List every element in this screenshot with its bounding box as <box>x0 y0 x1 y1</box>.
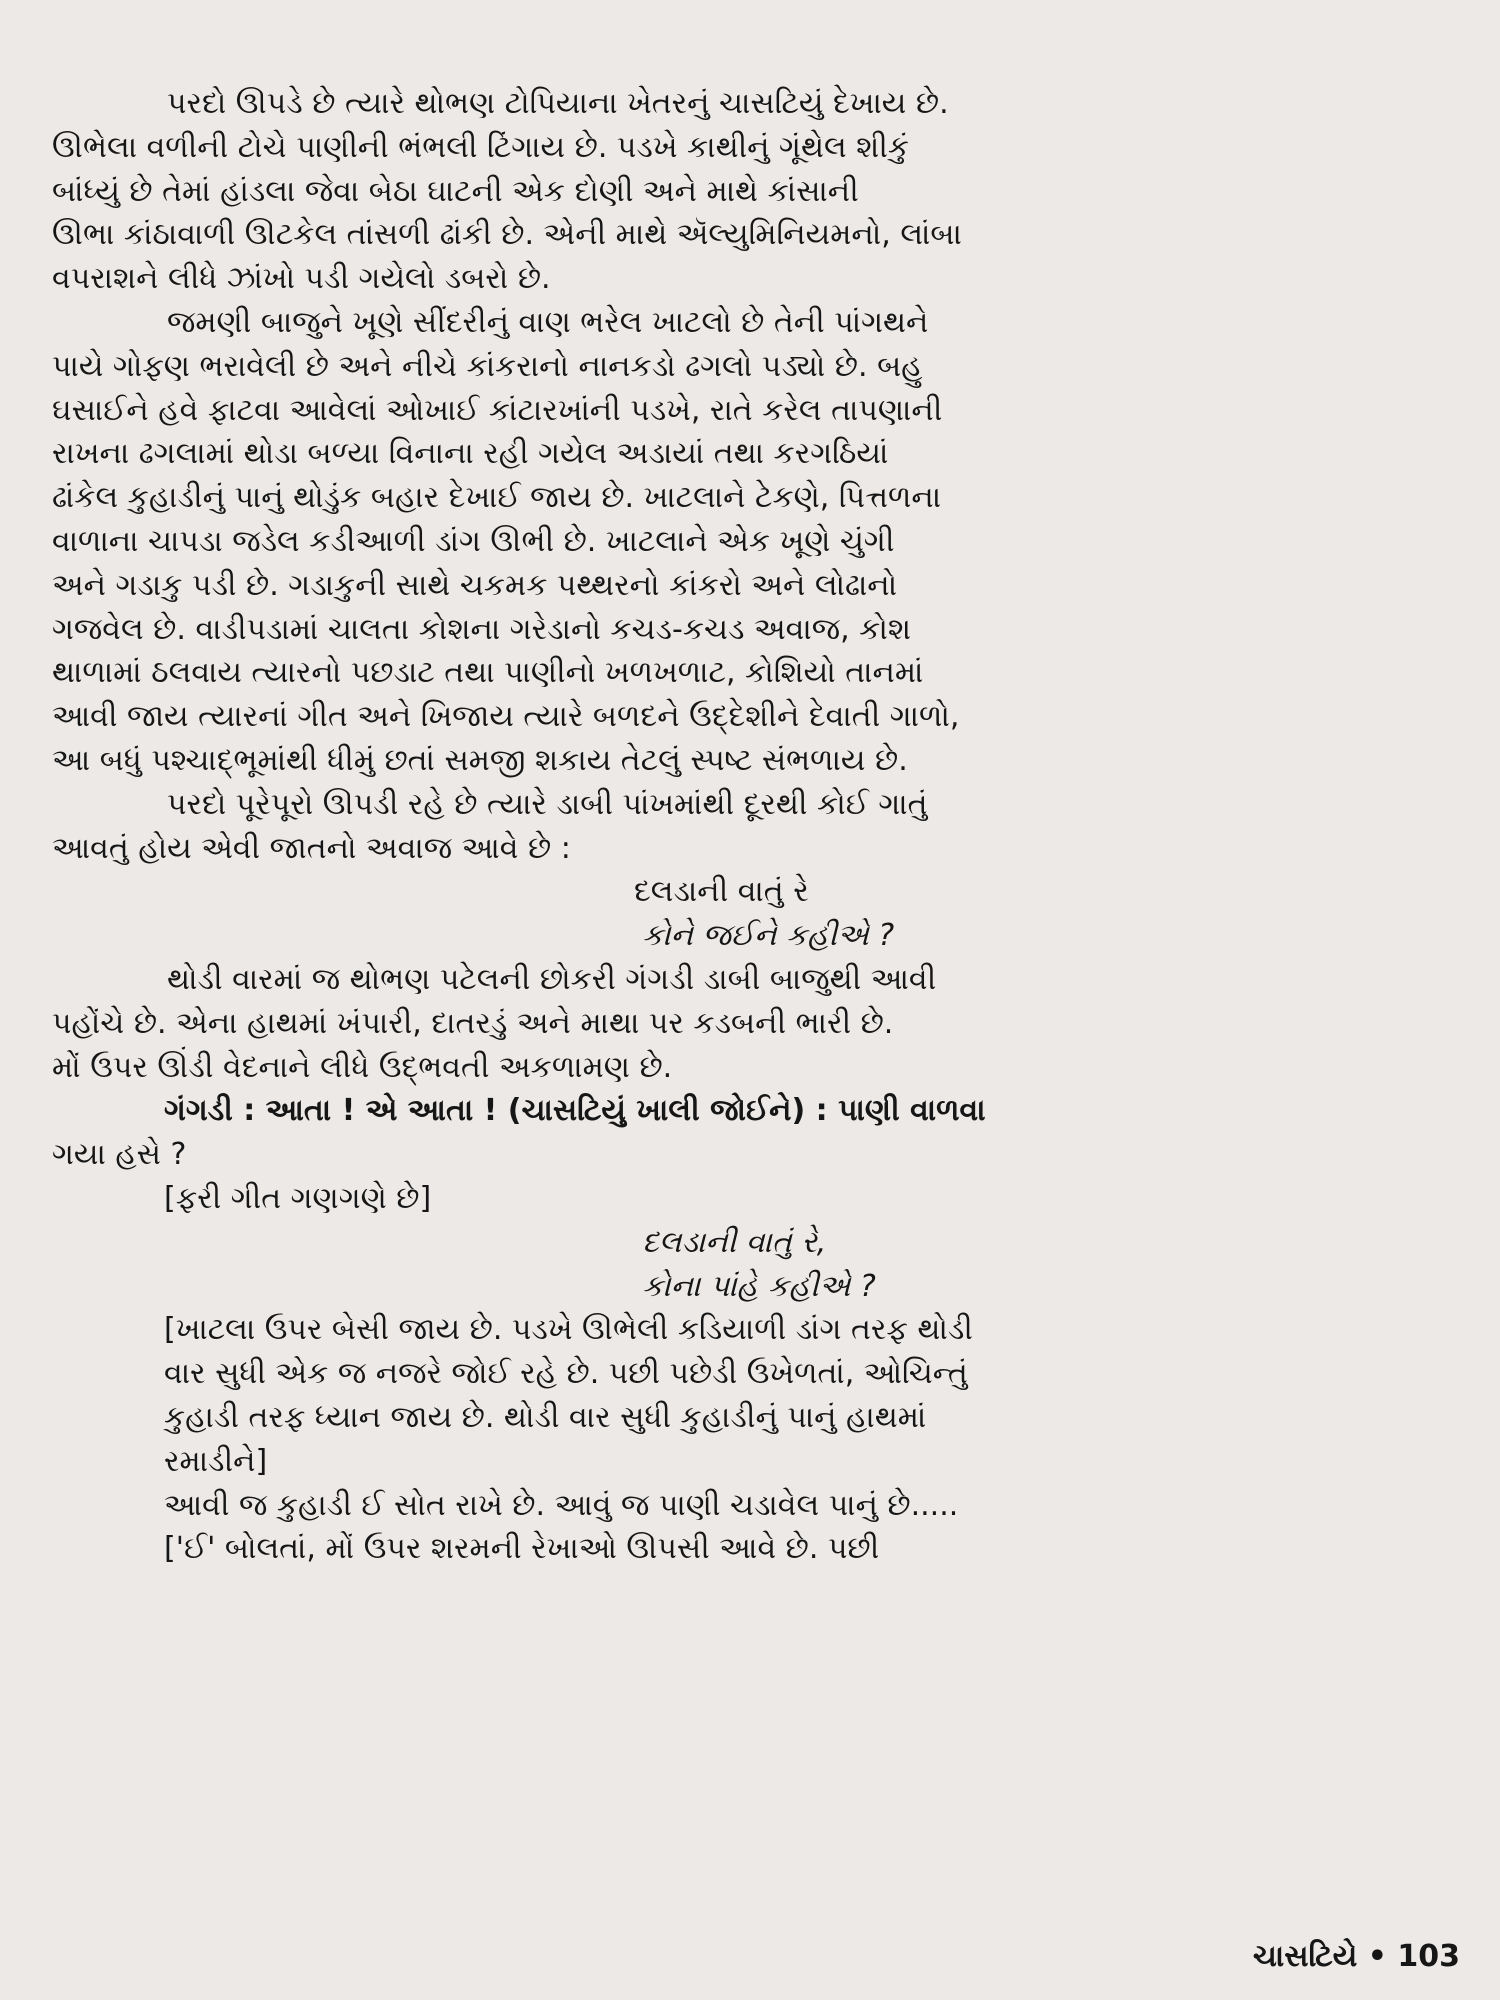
stage-direction: કુહાડી તરફ ધ્યાન જાય છે. થોડી વાર સુધી કુહાડીનું પાનું હાથમાં <box>164 1399 927 1435</box>
text-line: રાખના ઢગલામાં થોડા બળ્યા વિનાના રહી ગયેલ અડાયાં તથા કરગઠિયાં <box>52 436 889 472</box>
stage-direction: વાર સુધી એક જ નજરે જોઈ રહે છે. પછી પછેડી ઉખેળતાં, ઓચિન્તું <box>164 1356 968 1392</box>
dialogue-line: આવી જ કુહાડી ઈ સોત રાખે છે. આવું જ પાણી ચડાવેલ પાનું છે..... <box>164 1487 959 1523</box>
text-line: ગયા હસે ? <box>52 1137 187 1173</box>
text-line: ઢાંકેલ કુહાડીનું પાનું થોડુંક બહાર દેખાઈ જાય છે. ખાટલાને ટેકણે, પિત્તળના <box>52 480 942 516</box>
song-line: કોના પાંહે કહીએ ? <box>642 1268 876 1304</box>
text-line: અને ગડાકુ પડી છે. ગડાકુની સાથે ચકમક પથ્થરનો કાંકરો અને લોઢાનો <box>52 567 898 603</box>
text-line: આ બધું પશ્ચાદ્‌ભૂમાંથી ધીમું છતાં સમજી શકાય તેટલું સ્પષ્ટ સંભળાય છે. <box>52 742 908 778</box>
page-body <box>52 82 1462 1571</box>
text-line: પરદો ઊપડે છે ત્યારે થોભણ ટોપિયાના ખેતરનું ચાસટિયું દેખાય છે. <box>167 86 949 121</box>
text-line: થોડી વારમાં જ થોભણ પટેલની છોકરી ગંગડી ડાબી બાજુથી આવી <box>167 961 937 997</box>
text-line: ગજવેલ છે. વાડીપડામાં ચાલતા કોશના ગરેડાનો કચડ-કચડ અવાજ, કોશ <box>52 611 911 647</box>
stage-direction: રમાડીને] <box>164 1443 268 1479</box>
text-line: ઘસાઈને હવે ફાટવા આવેલાં ઓખાઈ કાંટારખાંની પડખે, રાતે કરેલ તાપણાની <box>52 392 943 428</box>
song-line: દલડાની વાતું રે <box>634 874 809 910</box>
text-line: થાળામાં ઠલવાય ત્યારનો પછડાટ તથા પાણીનો ખળખળાટ, કોશિયો તાનમાં <box>52 655 924 691</box>
text-line: આવતું હોય એવી જાતનો અવાજ આવે છે : <box>52 830 571 866</box>
text-line: પાયે ગોફણ ભરાવેલી છે અને નીચે કાંકરાનો નાનકડો ઢગલો પડ્યો છે. બહુ <box>52 348 923 384</box>
stage-direction: [ખાટલા ઉપર બેસી જાય છે. પડખે ઊભેલી કડિયાળી ડાંગ તરફ થોડી <box>164 1312 973 1348</box>
text-line: બાંધ્યું છે તેમાં હાંડલા જેવા બેઠા ઘાટની એક દોણી અને માથે કાંસાની <box>52 173 859 209</box>
dialogue-line: ગંગડી : આતા ! એ આતા ! (ચાસટિયું ખાલી જોઈને) : પાણી વાળવા <box>164 1093 986 1129</box>
text-line: ઊભા કાંઠાવાળી ઊટકેલ તાંસળી ઢાંકી છે. એની માથે ઍલ્યુમિનિયમનો, લાંબા <box>52 217 962 253</box>
text-line: ઊભેલા વળીની ટોચે પાણીની ભંભલી ટિંગાય છે. પડખે કાથીનું ગૂંથેલ શીકું <box>52 129 910 165</box>
page-footer: ચાસટિયે • 103 <box>1252 1939 1460 1974</box>
text-line: પરદો પૂરેપૂરો ઊપડી રહે છે ત્યારે ડાબી પાંખમાંથી દૂરથી કોઈ ગાતું <box>167 786 928 822</box>
text-line: વપરાશને લીધે ઝાંખો પડી ગયેલો ડબરો છે. <box>52 261 551 297</box>
text-line: આવી જાય ત્યારનાં ગીત અને ખિજાય ત્યારે બળદને ઉદ્દેશીને દેવાતી ગાળો, <box>52 699 960 735</box>
stage-direction: [ફરી ગીત ગણગણે છે] <box>164 1180 432 1216</box>
text-line: પહોંચે છે. એના હાથમાં ખંપારી, દાતરડું અને માથા પર કડબની ભારી છે. <box>52 1005 894 1041</box>
stage-direction: ['ઈ' બોલતાં, મોં ઉપર શરમની રેખાઓ ઊપસી આવે છે. પછી <box>164 1531 880 1567</box>
text-line: મોં ઉપર ઊંડી વેદનાને લીધે ઉદ્‌ભવતી અકળામણ છે. <box>52 1049 673 1085</box>
song-line: દલડાની વાતું રે, <box>642 1224 827 1260</box>
song-line: કોને જઈને કહીએ ? <box>642 918 895 954</box>
text-line: જમણી બાજુને ખૂણે સીંદરીનું વાણ ભરેલ ખાટલો છે તેની પાંગથને <box>167 304 929 340</box>
text-line: વાળાના ચાપડા જડેલ કડીઆળી ડાંગ ઊભી છે. ખાટલાને એક ખૂણે ચુંગી <box>52 523 895 559</box>
